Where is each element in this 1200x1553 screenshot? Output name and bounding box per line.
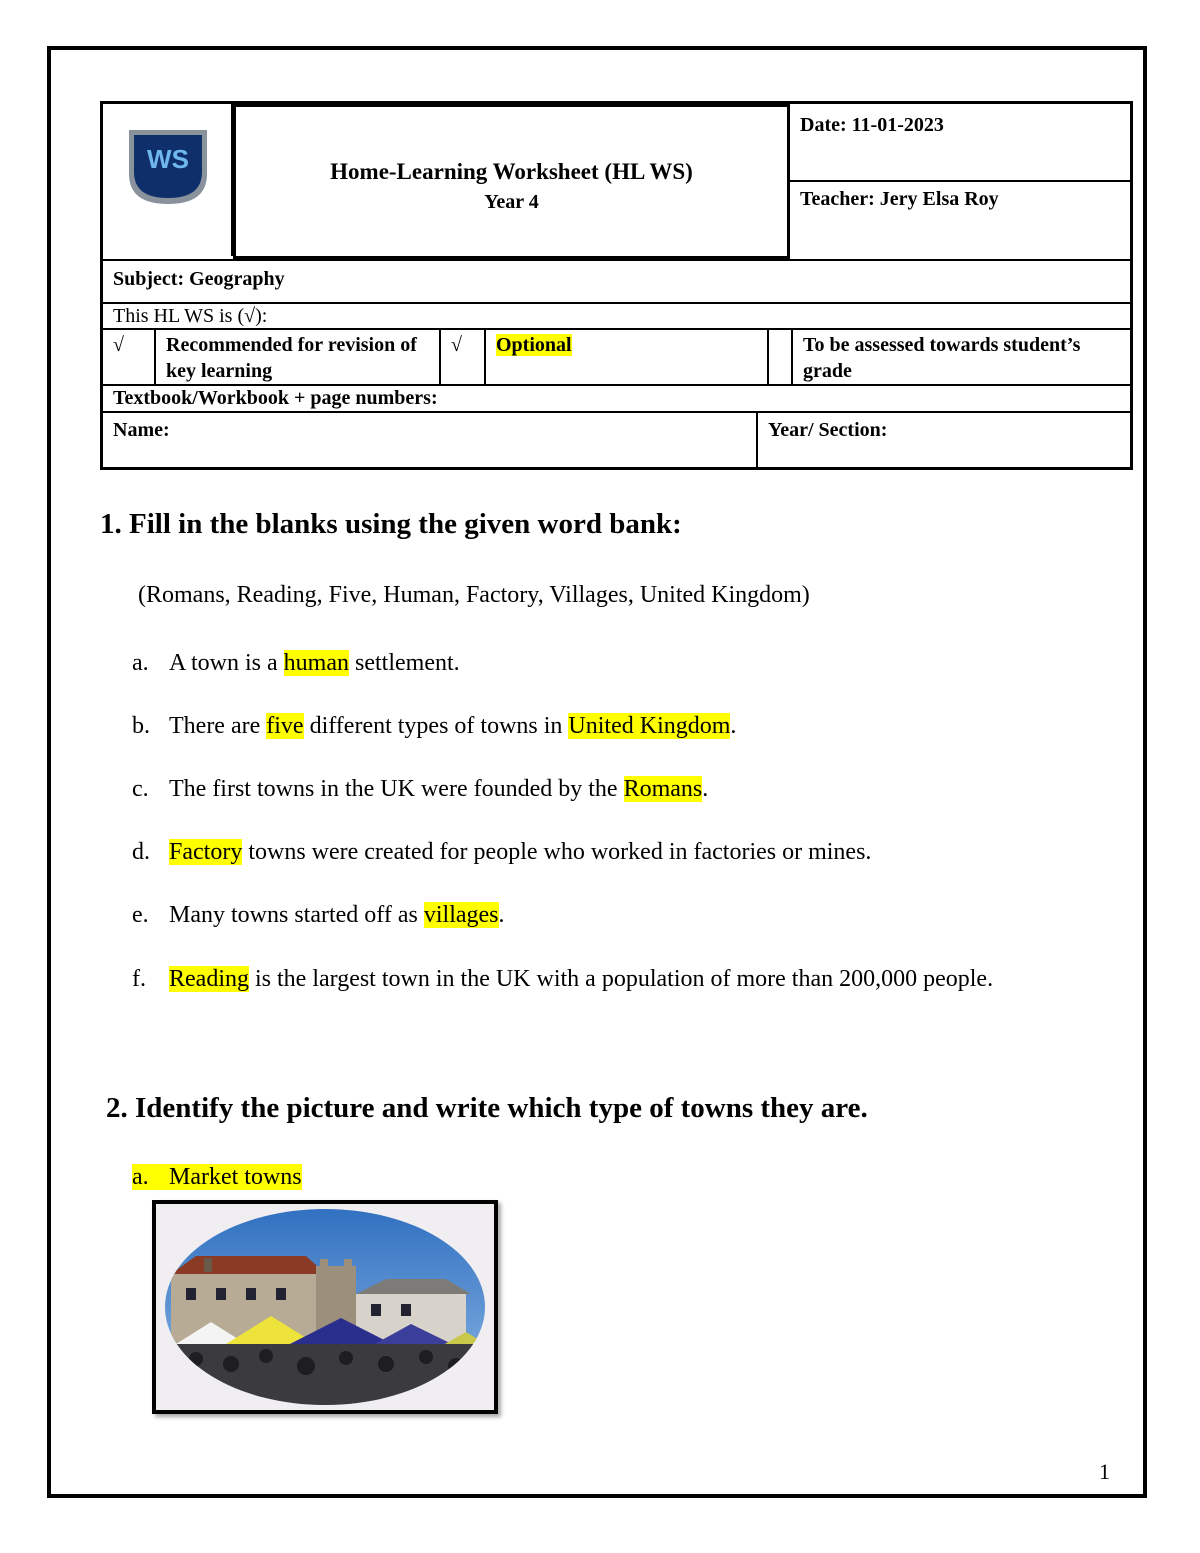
fill-item-f: f. Reading is the largest town in the UK with a population of more than 200,000 people. — [132, 966, 994, 992]
teacher-field: Teacher: Jery Elsa Roy — [800, 188, 999, 210]
name-field: Name: — [103, 413, 758, 467]
subject-field: Subject: Geography — [103, 259, 1130, 304]
fill-item-a: a. A town is a human settlement. — [132, 650, 460, 676]
school-logo-shield-icon — [103, 104, 233, 256]
answer-2a: a. Market towns — [132, 1164, 302, 1190]
year-section-field: Year/ Section: — [768, 419, 888, 441]
word-bank: (Romans, Reading, Five, Human, Factory, Villages, United Kingdom) — [138, 582, 810, 608]
worksheet-title: Home-Learning Worksheet (HL WS) — [330, 159, 693, 184]
fill-item-d: d. Factory towns were created for people who worked in factories or mines. — [132, 839, 872, 865]
question-2-title: 2. Identify the picture and write which type of towns they are. — [106, 1092, 868, 1124]
answer-f: Reading — [169, 966, 249, 992]
logo-cell — [103, 104, 233, 256]
fill-item-e: e. Many towns started off as villages. — [132, 902, 505, 928]
market-town-photo — [152, 1200, 498, 1414]
option-optional — [486, 330, 769, 384]
fill-item-b: b. There are five different types of towns in United Kingdom. — [132, 713, 737, 739]
date-field: Date: 11-01-2023 — [790, 104, 1130, 182]
check-assessed — [769, 330, 793, 384]
answer-b: five — [266, 713, 304, 739]
answer-2a-text: Market towns — [169, 1164, 302, 1190]
fill-item-c: c. The first towns in the UK were founded by the Romans. — [132, 776, 709, 802]
answer-e: villages — [423, 902, 499, 928]
option-optional-text: Optional — [496, 334, 572, 356]
check-recommended: √ — [103, 330, 156, 384]
hl-ws-type-label: This HL WS is (√): — [103, 304, 1130, 330]
answer-d: Factory — [169, 839, 243, 865]
worksheet-year: Year 4 — [484, 191, 539, 213]
title-cell — [233, 104, 790, 259]
textbook-field: Textbook/Workbook + page numbers: — [103, 386, 1130, 413]
logo-text: WS — [147, 144, 189, 174]
answer-a: human — [283, 650, 349, 676]
answer-c: Romans — [623, 776, 703, 802]
check-optional: √ — [441, 330, 486, 384]
market-town-picture — [156, 1204, 494, 1410]
header-table — [100, 101, 1133, 470]
options-row — [103, 330, 1130, 386]
question-1-title: 1. Fill in the blanks using the given word bank: — [100, 508, 682, 540]
answer-b2: United Kingdom — [568, 713, 731, 739]
option-recommended: Recommended for revision of key learning — [156, 330, 441, 384]
option-assessed: To be assessed towards student’s grade — [803, 334, 1081, 382]
page-number: 1 — [1099, 1459, 1110, 1484]
